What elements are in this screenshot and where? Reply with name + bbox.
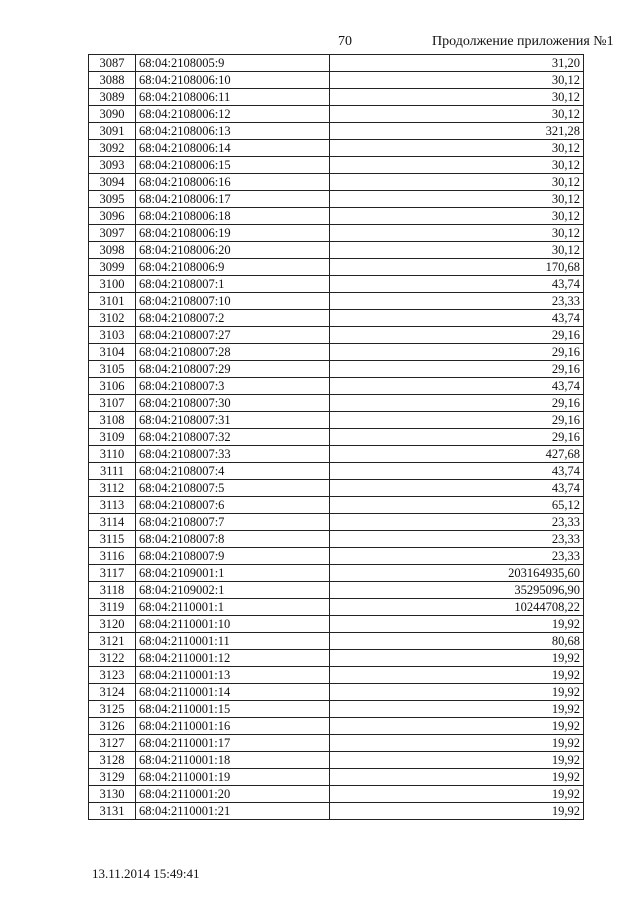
row-number-cell: 3089	[89, 89, 136, 106]
cadastral-number-cell: 68:04:2108006:20	[136, 242, 330, 259]
table-row	[89, 650, 584, 667]
row-number-cell: 3104	[89, 344, 136, 361]
cadastral-number-cell: 68:04:2108006:12	[136, 106, 330, 123]
cadastral-number-cell: 68:04:2108007:28	[136, 344, 330, 361]
row-number-cell: 3102	[89, 310, 136, 327]
value-cell: 23,33	[330, 293, 584, 310]
cadastral-number-cell: 68:04:2108006:10	[136, 72, 330, 89]
row-number-cell: 3114	[89, 514, 136, 531]
row-number-cell: 3113	[89, 497, 136, 514]
cadastral-number-cell: 68:04:2110001:1	[136, 599, 330, 616]
table-row	[89, 191, 584, 208]
value-cell: 19,92	[330, 650, 584, 667]
value-cell: 29,16	[330, 429, 584, 446]
value-cell: 43,74	[330, 310, 584, 327]
cadastral-number-cell: 68:04:2108006:15	[136, 157, 330, 174]
cadastral-table	[88, 54, 584, 820]
cadastral-number-cell: 68:04:2108007:31	[136, 412, 330, 429]
table-row	[89, 55, 584, 72]
table-row	[89, 242, 584, 259]
row-number-cell: 3117	[89, 565, 136, 582]
cadastral-number-cell: 68:04:2110001:13	[136, 667, 330, 684]
table-row	[89, 752, 584, 769]
table-row	[89, 225, 584, 242]
table-row	[89, 446, 584, 463]
table-row	[89, 123, 584, 140]
cadastral-number-cell: 68:04:2109002:1	[136, 582, 330, 599]
cadastral-number-cell: 68:04:2108007:1	[136, 276, 330, 293]
row-number-cell: 3118	[89, 582, 136, 599]
cadastral-number-cell: 68:04:2108006:16	[136, 174, 330, 191]
row-number-cell: 3127	[89, 735, 136, 752]
cadastral-number-cell: 68:04:2108007:32	[136, 429, 330, 446]
cadastral-number-cell: 68:04:2108005:9	[136, 55, 330, 72]
value-cell: 10244708,22	[330, 599, 584, 616]
row-number-cell: 3112	[89, 480, 136, 497]
row-number-cell: 3108	[89, 412, 136, 429]
row-number-cell: 3088	[89, 72, 136, 89]
value-cell: 29,16	[330, 395, 584, 412]
table-row	[89, 429, 584, 446]
cadastral-number-cell: 68:04:2108006:18	[136, 208, 330, 225]
cadastral-number-cell: 68:04:2110001:16	[136, 718, 330, 735]
row-number-cell: 3124	[89, 684, 136, 701]
row-number-cell: 3128	[89, 752, 136, 769]
value-cell: 30,12	[330, 225, 584, 242]
table-row	[89, 548, 584, 565]
cadastral-number-cell: 68:04:2108006:14	[136, 140, 330, 157]
row-number-cell: 3129	[89, 769, 136, 786]
table-row	[89, 310, 584, 327]
row-number-cell: 3090	[89, 106, 136, 123]
cadastral-number-cell: 68:04:2108007:2	[136, 310, 330, 327]
cadastral-number-cell: 68:04:2108007:8	[136, 531, 330, 548]
row-number-cell: 3125	[89, 701, 136, 718]
value-cell: 30,12	[330, 89, 584, 106]
cadastral-number-cell: 68:04:2108007:33	[136, 446, 330, 463]
value-cell: 43,74	[330, 378, 584, 395]
value-cell: 30,12	[330, 208, 584, 225]
cadastral-number-cell: 68:04:2109001:1	[136, 565, 330, 582]
value-cell: 19,92	[330, 667, 584, 684]
value-cell: 30,12	[330, 106, 584, 123]
table-row	[89, 599, 584, 616]
value-cell: 170,68	[330, 259, 584, 276]
row-number-cell: 3099	[89, 259, 136, 276]
cadastral-number-cell: 68:04:2108007:29	[136, 361, 330, 378]
row-number-cell: 3120	[89, 616, 136, 633]
row-number-cell: 3087	[89, 55, 136, 72]
row-number-cell: 3095	[89, 191, 136, 208]
table-row	[89, 718, 584, 735]
row-number-cell: 3123	[89, 667, 136, 684]
table-row	[89, 378, 584, 395]
row-number-cell: 3091	[89, 123, 136, 140]
row-number-cell: 3105	[89, 361, 136, 378]
value-cell: 321,28	[330, 123, 584, 140]
cadastral-number-cell: 68:04:2110001:17	[136, 735, 330, 752]
value-cell: 427,68	[330, 446, 584, 463]
row-number-cell: 3101	[89, 293, 136, 310]
cadastral-number-cell: 68:04:2110001:14	[136, 684, 330, 701]
value-cell: 30,12	[330, 191, 584, 208]
table-row	[89, 72, 584, 89]
table-row	[89, 344, 584, 361]
cadastral-number-cell: 68:04:2108006:19	[136, 225, 330, 242]
cadastral-number-cell: 68:04:2110001:18	[136, 752, 330, 769]
row-number-cell: 3131	[89, 803, 136, 820]
cadastral-number-cell: 68:04:2108007:3	[136, 378, 330, 395]
value-cell: 80,68	[330, 633, 584, 650]
value-cell: 19,92	[330, 752, 584, 769]
table-row	[89, 395, 584, 412]
cadastral-number-cell: 68:04:2110001:12	[136, 650, 330, 667]
value-cell: 30,12	[330, 174, 584, 191]
row-number-cell: 3130	[89, 786, 136, 803]
header-title: Продолжение приложения №1	[432, 34, 614, 49]
table-row	[89, 463, 584, 480]
value-cell: 23,33	[330, 548, 584, 565]
value-cell: 29,16	[330, 344, 584, 361]
value-cell: 30,12	[330, 157, 584, 174]
value-cell: 203164935,60	[330, 565, 584, 582]
row-number-cell: 3121	[89, 633, 136, 650]
cadastral-number-cell: 68:04:2108007:7	[136, 514, 330, 531]
value-cell: 19,92	[330, 616, 584, 633]
table-row	[89, 259, 584, 276]
table-row	[89, 582, 584, 599]
value-cell: 23,33	[330, 531, 584, 548]
cadastral-number-cell: 68:04:2110001:21	[136, 803, 330, 820]
row-number-cell: 3111	[89, 463, 136, 480]
value-cell: 30,12	[330, 140, 584, 157]
value-cell: 19,92	[330, 769, 584, 786]
table-row	[89, 208, 584, 225]
value-cell: 19,92	[330, 684, 584, 701]
footer-timestamp: 13.11.2014 15:49:41	[92, 866, 200, 881]
value-cell: 43,74	[330, 463, 584, 480]
table-row	[89, 276, 584, 293]
row-number-cell: 3116	[89, 548, 136, 565]
table-row	[89, 480, 584, 497]
value-cell: 19,92	[330, 701, 584, 718]
value-cell: 35295096,90	[330, 582, 584, 599]
value-cell: 19,92	[330, 786, 584, 803]
table-row	[89, 769, 584, 786]
table-row	[89, 616, 584, 633]
table-row	[89, 701, 584, 718]
cadastral-number-cell: 68:04:2108007:4	[136, 463, 330, 480]
row-number-cell: 3107	[89, 395, 136, 412]
row-number-cell: 3119	[89, 599, 136, 616]
row-number-cell: 3126	[89, 718, 136, 735]
cadastral-number-cell: 68:04:2110001:10	[136, 616, 330, 633]
value-cell: 43,74	[330, 480, 584, 497]
table-row	[89, 361, 584, 378]
row-number-cell: 3096	[89, 208, 136, 225]
value-cell: 23,33	[330, 514, 584, 531]
cadastral-number-cell: 68:04:2108006:17	[136, 191, 330, 208]
value-cell: 19,92	[330, 803, 584, 820]
table-row	[89, 293, 584, 310]
cadastral-number-cell: 68:04:2110001:15	[136, 701, 330, 718]
row-number-cell: 3100	[89, 276, 136, 293]
row-number-cell: 3115	[89, 531, 136, 548]
table-row	[89, 786, 584, 803]
table-row	[89, 174, 584, 191]
cadastral-number-cell: 68:04:2108006:11	[136, 89, 330, 106]
value-cell: 29,16	[330, 412, 584, 429]
row-number-cell: 3103	[89, 327, 136, 344]
table-row	[89, 106, 584, 123]
row-number-cell: 3094	[89, 174, 136, 191]
row-number-cell: 3097	[89, 225, 136, 242]
value-cell: 19,92	[330, 735, 584, 752]
row-number-cell: 3098	[89, 242, 136, 259]
row-number-cell: 3093	[89, 157, 136, 174]
cadastral-number-cell: 68:04:2108006:13	[136, 123, 330, 140]
table-row	[89, 140, 584, 157]
cadastral-number-cell: 68:04:2108007:9	[136, 548, 330, 565]
cadastral-number-cell: 68:04:2108007:30	[136, 395, 330, 412]
page-number: 70	[338, 34, 352, 49]
table-row	[89, 514, 584, 531]
table-row	[89, 667, 584, 684]
row-number-cell: 3092	[89, 140, 136, 157]
row-number-cell: 3122	[89, 650, 136, 667]
row-number-cell: 3110	[89, 446, 136, 463]
value-cell: 43,74	[330, 276, 584, 293]
value-cell: 19,92	[330, 718, 584, 735]
value-cell: 29,16	[330, 361, 584, 378]
value-cell: 30,12	[330, 72, 584, 89]
cadastral-number-cell: 68:04:2110001:20	[136, 786, 330, 803]
table-row	[89, 157, 584, 174]
row-number-cell: 3106	[89, 378, 136, 395]
table-body	[89, 55, 584, 820]
cadastral-number-cell: 68:04:2110001:19	[136, 769, 330, 786]
value-cell: 65,12	[330, 497, 584, 514]
cadastral-number-cell: 68:04:2110001:11	[136, 633, 330, 650]
value-cell: 29,16	[330, 327, 584, 344]
value-cell: 31,20	[330, 55, 584, 72]
table-row	[89, 412, 584, 429]
table-row	[89, 497, 584, 514]
table-row	[89, 89, 584, 106]
table-row	[89, 565, 584, 582]
table-row	[89, 633, 584, 650]
table-row	[89, 803, 584, 820]
cadastral-number-cell: 68:04:2108007:6	[136, 497, 330, 514]
table-row	[89, 735, 584, 752]
cadastral-number-cell: 68:04:2108006:9	[136, 259, 330, 276]
cadastral-number-cell: 68:04:2108007:27	[136, 327, 330, 344]
row-number-cell: 3109	[89, 429, 136, 446]
table-row	[89, 327, 584, 344]
table-row	[89, 684, 584, 701]
cadastral-number-cell: 68:04:2108007:5	[136, 480, 330, 497]
table-row	[89, 531, 584, 548]
value-cell: 30,12	[330, 242, 584, 259]
cadastral-number-cell: 68:04:2108007:10	[136, 293, 330, 310]
